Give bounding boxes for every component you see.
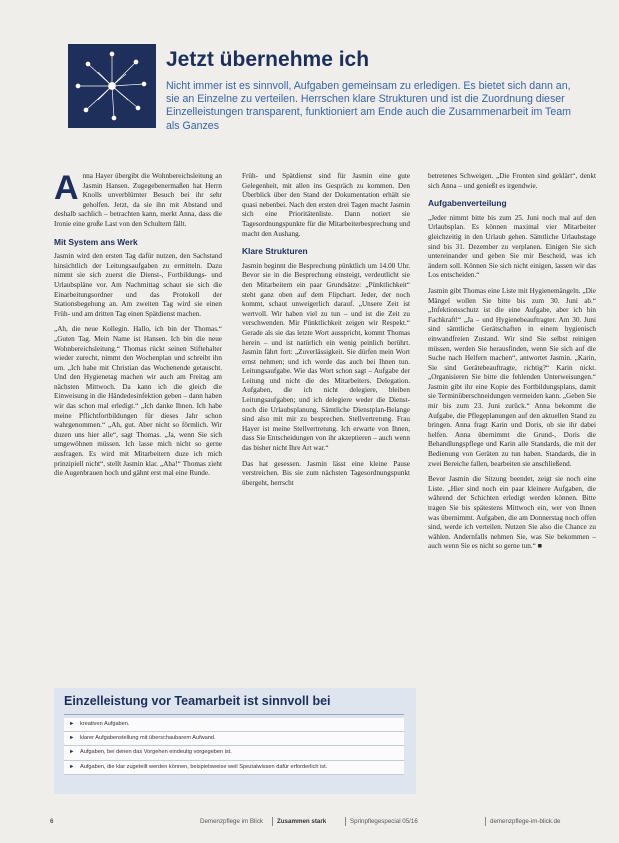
- arrow-icon: ►: [69, 749, 75, 756]
- divider: [64, 714, 404, 715]
- article-title: Jetzt übernehme ich: [166, 48, 370, 71]
- section-heading: Aufgabenverteilung: [428, 198, 507, 209]
- arrow-icon: ►: [69, 763, 75, 770]
- info-box: [54, 688, 416, 794]
- page-number: 6: [50, 818, 54, 825]
- article-column-1: [54, 169, 222, 485]
- divider: [272, 817, 273, 826]
- info-box-list: [64, 718, 404, 775]
- article-column-2: [242, 172, 410, 494]
- list-item: ► Aufgaben, die klar zugeteilt werden können, beispielsweise weil Spezialwissen dafür erforderlich ist.: [64, 761, 404, 775]
- arrow-icon: ►: [69, 735, 75, 742]
- paragraph: Das hat gesessen. Jasmin lässt eine kleine Pause verstreichen. Bis sie zum nächsten Tagesordnungspunkt übergeht, herrscht: [242, 459, 410, 487]
- section-name: Zusammen stark: [277, 818, 327, 825]
- list-item: ► Aufgaben, bei denen das Vorgehen eindeutig vorgegeben ist.: [64, 746, 404, 760]
- paragraph: betretenes Schweigen. „Die Fronten sind geklärt“, denkt sich Anna – und genießt es irgendwie.: [428, 172, 596, 190]
- dropcap: A: [54, 169, 79, 207]
- info-box-title: Einzelleistung vor Teamarbeit ist sinnvoll bei: [64, 694, 331, 708]
- article-column-3: [428, 172, 596, 558]
- paragraph: Bevor Jasmin die Sitzung beendet, zeigt sie noch eine Liste. „Hier sind noch ein paar kleinere Aufgaben, die während der Schichten erledigt werden können. Bitte tragen Sie bis spätestens Mittwoch ein, wer von Ihnen was übernimmt. Aufgaben, die am Donnerstag noch offen sind, werde ich verteilen. Nutzen Sie also die Chance zu wählen. Andernfalls nehmen Sie, was Sie bekommen – auch wenn Sie es nicht so gerne tun.“ ■: [428, 475, 596, 551]
- website-url: demenzpflege-im-blick.de: [490, 818, 561, 825]
- paragraph: „Ah, die neue Kollegin. Hallo, ich bin der Thomas.“ „Guten Tag. Mein Name ist Hansen. Ich bin die neue Wohnbereichsleitung.“ Thomas rückt seinen Stiftehalter wieder zurecht, nimmt den Wochenplan und schreibt ihn um. „Ich habe mit Christian das Wochenende getauscht. Und den Hygienetag machen wir auch am Freitag am nächsten Mittwoch. Da kann ich die gleich die Einweisung in die Händedesinfektion geben – dann haben wir das schon mal erledigt.“ „Ich danke Ihnen. Ich habe meine Pflichtfortbildungen für dieses Jahr schon wahrgenommen.“ „Ah, gut. Aber nicht so förmlich. Wir duzen uns hier alle“, sagt Thomas. „Ja, wenn Sie sich umgewöhnen müssen. Ich lasse mich nicht so gerne ausfragen. Es wird mit Mitarbeitern duze ich mich prinzipiell nicht“, stellt Jasmin klar. „Aha!“ Thomas zieht die Augenbrauen hoch und gähnt erst mal eine Runde.: [54, 325, 222, 478]
- article-lead: Nicht immer ist es sinnvoll, Aufgaben gemeinsam zu erledigen. Es bietet sich dann an, sie an Einzelne zu verteilen. Herrschen klare Strukturen und ist die Zuordnung dieser Einzelleistungen transparent, funktioniert am Ende auch die Zusammenarbeit im Team als Ganzes: [166, 80, 571, 132]
- dandelion-logo: [68, 44, 156, 128]
- arrow-icon: ►: [69, 721, 75, 727]
- list-item: ► kreativen Aufgaben.: [64, 718, 404, 732]
- section-heading: Klare Strukturen: [242, 246, 308, 257]
- issue-label: Sprinpflegespecial 05/16: [350, 818, 418, 825]
- divider: [485, 817, 486, 826]
- paragraph: Jasmin wird den ersten Tag dafür nutzen, den Sachstand hinsichtlich der Leitungsaufgaben zu ermitteln. Dazu nimmt sie sich zuerst die Dienst-, Fortbildungs- und Urlaubspläne vor. Am Nachmittag schaut sie sich die Einarbeitungsordner und das Protokoll der Stationsbegehung an. Am zweiten Tag wird sie einen Früh- und am dritten Tag einen Spätdienst machen.: [54, 252, 222, 318]
- section-heading: Mit System ans Werk: [54, 236, 138, 247]
- list-item: ► klarer Aufgabenstellung mit überschaubarem Aufwand.: [64, 732, 404, 746]
- page-footer: [0, 812, 619, 830]
- magazine-name: Demenzpflege im Blick: [200, 818, 263, 825]
- intro-paragraph: Anna Hayer übergibt die Wohnbereichsleitung an Jasmin Hansen. Zugegebenermaßen hat Herrn Knolls unverblümter Besuch bei ihr sehr geholfen. Jetzt, da sie ihn mit Abstand und deshalb sachlich – betrachten kann, merkt Anna, dass die Ironie eine große Last von den Schultern fällt.: [54, 169, 222, 228]
- paragraph: „Jeder nimmt bitte bis zum 25. Juni noch mal auf den Urlaubsplan. Es können maximal vier Mitarbeiter gleichzeitig in den Urlaub gehen. Sämtliche Urlaubstage sind bis 31. Dezember zu verplanen. Einigen Sie sich untereinander und geben Sie mir Bescheid, was ich ändern soll. Können Sie sich nicht einigen, lassen wir das Los entscheiden.“: [428, 213, 596, 280]
- paragraph: Jasmin gibt Thomas eine Liste mit Hygienemängeln. „Die Mängel wollen Sie bitte bis zum 30. Juni ab.“ „Infektionsschutz ist die eine Aufgabe, aber ich bin Fachkraft!“ „Ja – und Hygienebeauftragter. Am 30. Juni sind sämtliche Gerätschaften in einem hygienisch einwandfreien Zustand. Wir sind Sie selbst reinigen müssen, werden Sie herausfinden, wenn Sie sich auf die Suche nach Helfern machen“, antwortet Jasmin. „Karin, Sie sind Gerätebeauftragte, richtig?“ Karin nickt. „Organisieren Sie bitte die fehlenden Unterweisungen.“ Jasmin gibt ihr eine Kopie des Fortbildungsplans, damit sie Terminüberschneidungen vermeiden kann. „Geben Sie mir bis zum 23. Juni zurück.“ Anna bekommt die Aufgabe, die Pflegeplanungen auf den aktuellen Stand zu bringen. Anna fragt Karin und Doris, ob sie ihr dabei helfen. Anna übernimmt die Grund-, Doris die Behandlungspflege und Karin alle Standards, die mit der Bedienung von Geräten zu tun haben. Standards, die in zwei Bereiche fallen, bearbeiten sie anschließend.: [428, 286, 596, 468]
- divider: [345, 817, 346, 826]
- paragraph: Früh- und Spätdienst sind für Jasmin eine gute Gelegenheit, mit allen ins Gespräch zu kommen. Den Überblick über den Stand der Dokumentation erhält sie quasi nebenbei. Nach den ersten drei Tagen macht Jasmin sich eine Prioritätenliste. Dann notiert sie Tagesordnungspunkte für die Mitarbeiterbesprechung und macht den Aushang.: [242, 172, 410, 238]
- paragraph: Jasmin beginnt die Besprechung pünktlich um 14.00 Uhr. Bevor sie in die Besprechung einsteigt, verdeutlicht sie den Mitarbeitern ein paar Grundsätze: „Pünktlichkeit“ steht ganz oben auf dem Flipchart. Jeder, der noch kommt, schaut unweigerlich darauf. „Unsere Zeit ist wertvoll. Wir haben viel zu tun – und ist die Zeit zu verschwenden. Mir Pünktlichkeit zeigen wir Respekt.“ Gerade als sie das letzte Wort ausspricht, kommt Thomas herein – und ist natürlich ein wenig peinlich berührt. Jasmin fährt fort: „Zuverlässigkeit. Sie dürfen mein Wort ernst nehmen; und ich werde das auch bei Ihnen tun. Leitungsaufgabe. Wie das Wort schon sagt – Aufgabe der Leitung und nicht die des Mitarbeiters. Delegation. Aufgaben, die ich nicht delegiere, bleiben Leitungsaufgaben; und ich delegiere weder die Dienst- noch die Urlaubsplanung. Sämtliche Dienstplan-Belange sind also mit mir zu besprechen. Stellvertretung. Frau Hayer ist meine Stellvertretung. Ich erwarte von Ihnen, dass Sie Entscheidungen von ihr akzeptieren – auch wenn das bisher nicht Ihre Art war.“: [242, 261, 410, 453]
